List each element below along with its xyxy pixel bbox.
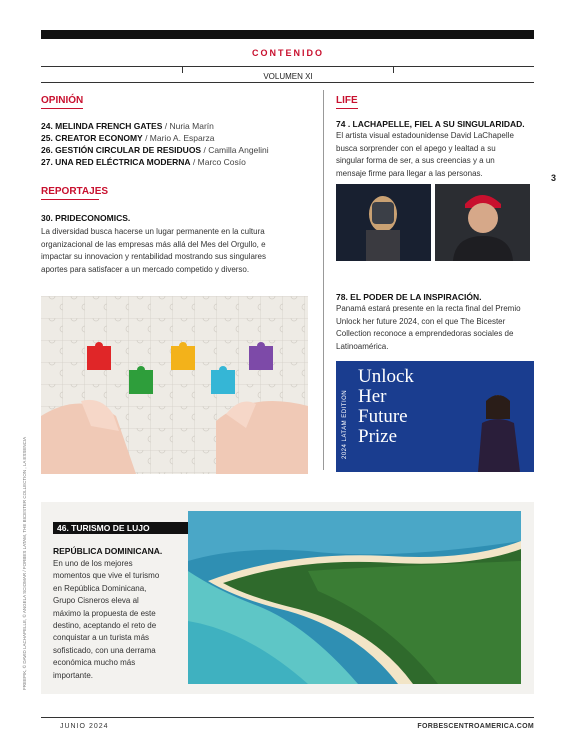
header-rule-bottom — [41, 82, 534, 83]
puzzle-image — [41, 296, 308, 474]
prize-logo-text: Unlock Her Future Prize — [358, 366, 414, 447]
article-summary: La diversidad busca hacerse un lugar permanente en la cultura organizacional de las empresas más allá del Mes del Orgullo, e impactar su innovacion y rentabilidad mostrando sus singulares aportes para satisfacer a un mercado competido y diverso. — [41, 227, 267, 274]
footer-rule — [41, 717, 534, 718]
edition-label: 2024 LATAM EDITION — [342, 389, 348, 459]
section-reportajes: REPORTAJES — [41, 186, 109, 197]
photo-credit: FREEPIK, © DAVID LACHAPELLE, © ANGELA SCIOMAR / FORBES LATAM, THE BICESTER COLLECTION , LA ESSENCIA — [22, 436, 27, 690]
footer-site[interactable]: FORBESCENTROAMERICA.COM — [417, 723, 534, 730]
opinion-item[interactable]: 27. UNA RED ELÉCTRICA MODERNA / Marco Cosío — [41, 157, 246, 167]
section-underline — [41, 199, 99, 200]
portrait-photo — [435, 184, 530, 261]
section-underline — [41, 108, 83, 109]
volume-label: VOLUMEN XI — [263, 72, 313, 81]
article-title[interactable]: 74 . LACHAPELLE, FIEL A SU SINGULARIDAD. — [336, 119, 525, 129]
opinion-item[interactable]: 26. GESTIÓN CIRCULAR DE RESIDUOS / Camilla Angelini — [41, 145, 269, 155]
footer-date: JUNIO 2024 — [60, 723, 109, 730]
article-title[interactable]: 78. EL PODER DE LA INSPIRACIÓN. — [336, 292, 482, 302]
article-summary: El artista visual estadounidense David LaChapelle busca sorprender con el apego y lealtad a su singular forma de ser, a sus creencias y a un mensaje firme para llegar a las personas. — [336, 131, 514, 178]
article-summary: Panamá estará presente en la recta final del Premio Unlock her future 2024, con el que The Bicester Collection reconoce a emprendedoras sociales de Latinoamérica. — [336, 304, 521, 351]
unlock-her-future-image — [336, 361, 534, 472]
article-title[interactable]: 30. PRIDECONOMICS. — [41, 213, 131, 223]
column-divider — [323, 90, 324, 470]
section-opinion: OPINIÓN — [41, 95, 84, 106]
article-title[interactable]: REPÚBLICA DOMINICANA. — [53, 546, 163, 556]
section-life: LIFE — [336, 95, 358, 106]
artist-photo — [336, 184, 431, 261]
section-underline — [336, 108, 358, 109]
top-bar — [41, 30, 534, 39]
opinion-item[interactable]: 25. CREATOR ECONOMY / Mario A. Esparza — [41, 133, 215, 143]
opinion-item[interactable]: 24. MELINDA FRENCH GATES / Nuria Marín — [41, 121, 214, 131]
beach-aerial-image — [188, 511, 521, 684]
page-number: 3 — [551, 173, 557, 183]
header-rule — [41, 66, 534, 67]
article-summary: En uno de los mejores momentos que vive el turismo en República Dominicana, Grupo Cisneros eleva al máximo la propuesta de este destino, aceptando el reto de conquistar a un turista más sofisticado, con una derrama económica mucho más importante. — [53, 559, 160, 680]
page-title: CONTENIDO — [252, 48, 324, 58]
feature-label: 46. TURISMO DE LUJO — [53, 522, 189, 534]
